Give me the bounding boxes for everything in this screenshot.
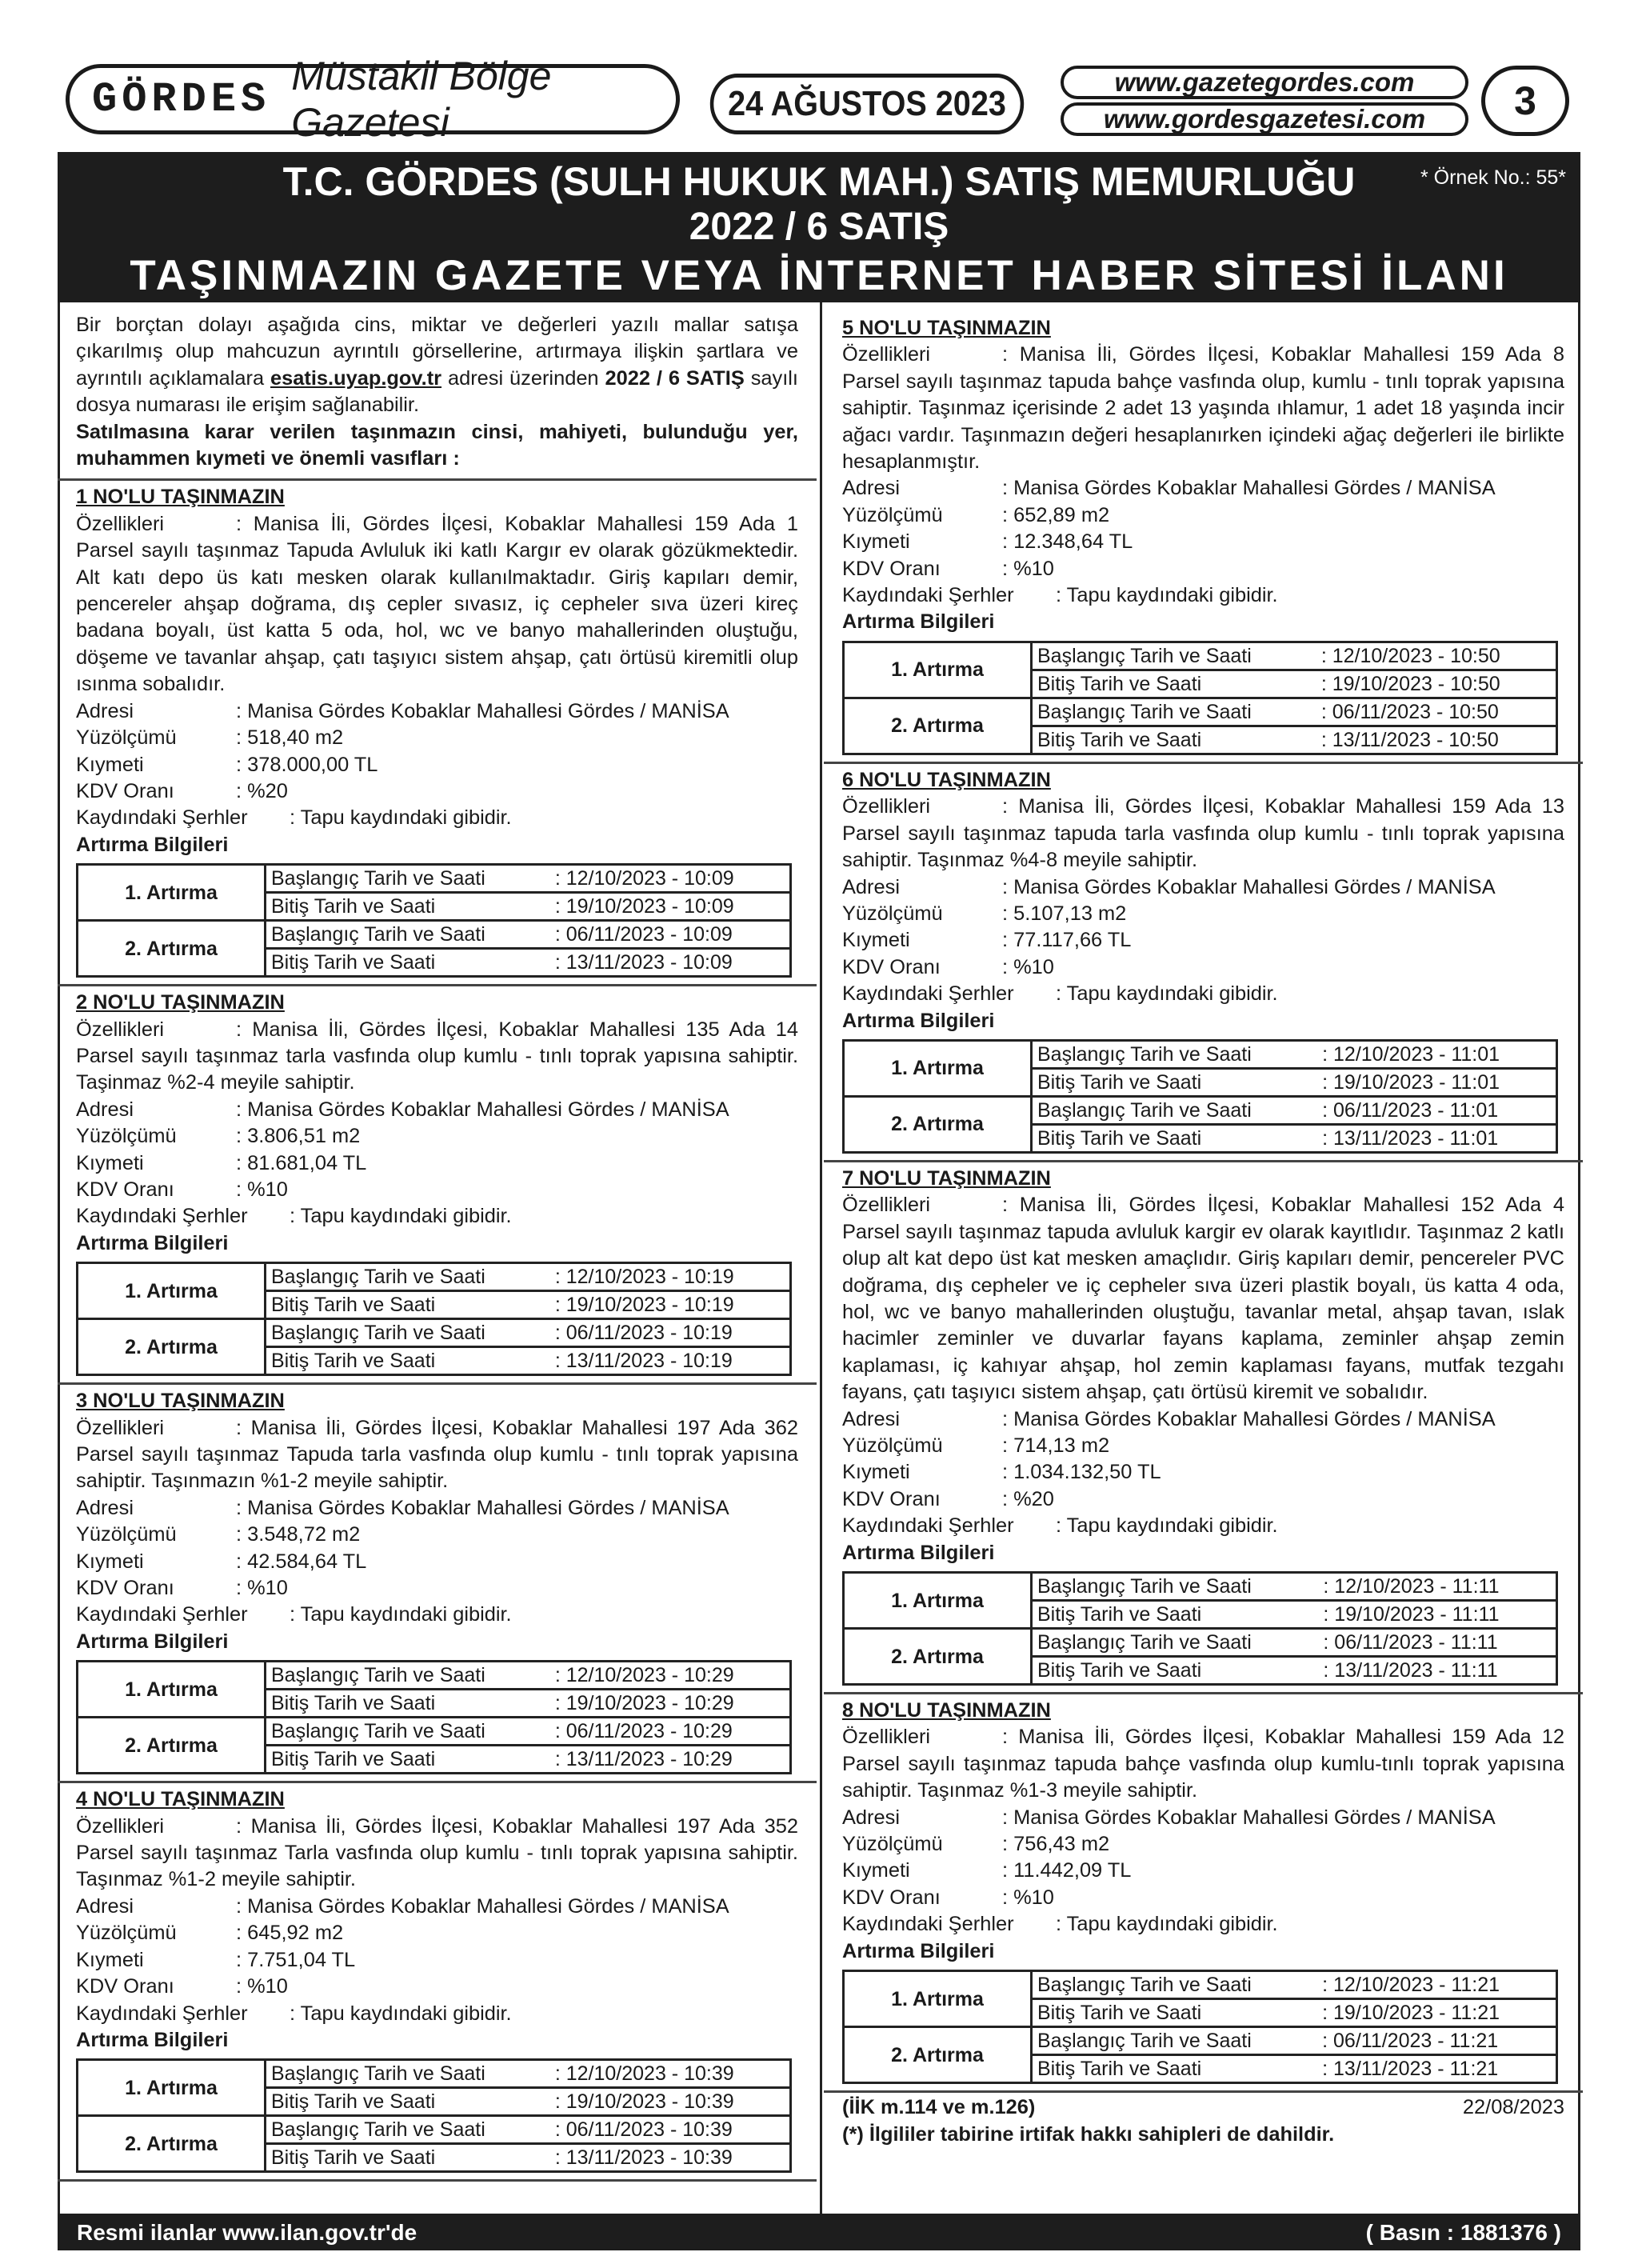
end-label: Bitiş Tarih ve Saati [266,949,550,977]
end-label: Bitiş Tarih ve Saati [1032,726,1316,754]
left-column [76,312,798,2182]
second-auction-label: 2. Artırma [844,1629,1032,1685]
property-title: 7 NO'LU TAŞINMAZIN [842,1166,1051,1190]
table-row [844,642,1557,670]
first-auction-end: : 19/10/2023 - 11:21 [1317,1999,1556,2027]
second-auction-label: 2. Artırma [78,1718,266,1774]
intro-heading: Satılmasına karar verilen taşınmazın cinsi, mahiyeti, bulunduğu yer, muhammen kıymeti ve önemli vasıfları : [76,420,798,470]
property-description: Özellikleri : Manisa İli, Gördes İlçesi, Kobaklar Mahallesi 159 Ada 13 Parsel sayılı taşınmaz tapuda tarla vasfında olup kumlu - tınlı toprak yapısına sahiptir. Taşınmaz %4-8 meyile sahiptir. [842,795,1564,872]
end-label: Bitiş Tarih ve Saati [1032,2055,1318,2083]
value-row: Kıymeti : 77.117,66 TL [842,929,1132,952]
value-row: Kıymeti : 42.584,64 TL [76,1550,367,1573]
banner-title-office: T.C. GÖRDES (SULH HUKUK MAH.) SATIŞ MEMURLUĞU [282,159,1356,204]
divider [58,2179,817,2182]
end-label: Bitiş Tarih ve Saati [266,1347,550,1375]
first-auction-end: : 19/10/2023 - 10:19 [550,1291,791,1319]
page-number: 3 [1481,66,1569,136]
annotations-row: Kaydındaki Şerhler : Tapu kaydındaki gibidir. [842,1913,1278,1936]
first-auction-label: 1. Artırma [844,1040,1032,1096]
property-title: 3 NO'LU TAŞINMAZIN [76,1390,285,1413]
vat-row: KDV Oranı : %20 [76,779,288,802]
property-title: 5 NO'LU TAŞINMAZIN [842,317,1051,339]
table-row [844,2027,1557,2055]
vat-row: KDV Oranı : %10 [76,1975,288,1998]
start-label: Başlangıç Tarih ve Saati [266,1718,550,1746]
label-ozellikleri: Özellikleri [842,795,931,818]
label-ozellikleri: Özellikleri [76,1416,165,1439]
end-label: Bitiş Tarih ve Saati [266,893,550,921]
end-label: Bitiş Tarih ve Saati [1032,1124,1318,1152]
property-description: Özellikleri : Manisa İli, Gördes İlçesi, Kobaklar Mahallesi 197 Ada 352 Parsel sayılı taşınmaz Tarla vasfında olup kumlu - tınlı toprak yapısına sahiptir. Taşınmaz %1-2 meyile sahiptir. [76,1814,798,1891]
start-label: Başlangıç Tarih ve Saati [266,2116,550,2144]
value-row: Kıymeti : 7.751,04 TL [76,1948,356,1971]
value-row: Kıymeti : 378.000,00 TL [76,753,378,776]
end-label: Bitiş Tarih ve Saati [1032,1999,1318,2027]
auction-table [76,2058,792,2173]
annotations-row: Kaydındaki Şerhler : Tapu kaydındaki gibidir. [76,1205,512,1228]
start-label: Başlangıç Tarih ve Saati [1032,1040,1318,1068]
sample-number: * Örnek No.: 55* [1420,166,1566,189]
second-auction-end: : 13/11/2023 - 10:39 [550,2144,791,2172]
annotations-row: Kaydındaki Şerhler : Tapu kaydındaki gibidir. [842,1514,1278,1538]
property-section-2 [76,986,798,1385]
start-label: Başlangıç Tarih ve Saati [1032,1971,1318,1999]
first-auction-label: 1. Artırma [78,865,266,921]
table-row [78,1718,791,1746]
table-row [78,1263,791,1291]
notice-banner [58,152,1580,302]
property-title: 8 NO'LU TAŞINMAZIN [842,1699,1051,1722]
footer-ilan-link[interactable]: Resmi ilanlar www.ilan.gov.tr'de [77,2220,417,2245]
address-row: Adresi : Manisa Gördes Kobaklar Mahallesi Gördes / MANİSA [76,1098,729,1121]
auction-table [76,1660,792,1774]
start-label: Başlangıç Tarih ve Saati [1032,1096,1318,1124]
table-row [78,865,791,893]
second-auction-end: : 13/11/2023 - 10:29 [550,1746,791,1774]
second-auction-start: : 06/11/2023 - 11:11 [1318,1629,1556,1657]
table-row [78,921,791,949]
table-row [844,698,1557,726]
first-auction-end: : 19/10/2023 - 10:50 [1316,670,1557,698]
end-label: Bitiş Tarih ve Saati [266,1291,550,1319]
intro-paragraph: Bir borçtan dolayı aşağıda cins, miktar ve değerleri yazılı mallar satışa çıkarılmış olup mahcuzun ayrıntılı görsellerine, artırmaya ilişkin şartlara ve ayrıntılı açıklamalara esatis.uyap.gov.tr adresi üzerinden 2022 / 6 SATIŞ sayılı dosya numarası ile erişim sağlanabilir. [76,314,798,417]
first-auction-label: 1. Artırma [78,1662,266,1718]
second-auction-end: : 13/11/2023 - 11:21 [1317,2055,1556,2083]
auction-info-heading: Artırma Bilgileri [76,2028,229,2051]
second-auction-label: 2. Artırma [78,1319,266,1375]
property-section-3 [76,1385,798,1783]
property-section-5 [842,312,1564,764]
area-row: Yüzölçümü : 652,89 m2 [842,503,1110,526]
vat-row: KDV Oranı : %10 [842,557,1054,580]
address-row: Adresi : Manisa Gördes Kobaklar Mahallesi Gördes / MANİSA [76,699,729,722]
sale-file-number: 2022 / 6 SATIŞ [605,366,745,390]
area-row: Yüzölçümü : 3.806,51 m2 [76,1125,361,1148]
column-divider [820,302,822,2214]
property-description: Özellikleri : Manisa İli, Gördes İlçesi, Kobaklar Mahallesi 135 Ada 14 Parsel sayılı taşınmaz tarla vasfında olup kumlu - tınlı toprak yapısına sahiptir. Taşinmaz %2-4 meyile sahiptir. [76,1018,798,1094]
page-frame-left [58,302,60,2214]
second-auction-start: : 06/11/2023 - 10:50 [1316,698,1557,726]
label-ozellikleri: Özellikleri [76,1814,165,1838]
first-auction-start: : 12/10/2023 - 10:39 [550,2060,791,2088]
brand-tagline: Müstakil Bölge Gazetesi [291,54,552,145]
table-row [844,1040,1557,1068]
table-row [844,1971,1557,1999]
annotations-row: Kaydındaki Şerhler : Tapu kaydındaki gibidir. [842,584,1278,607]
end-label: Bitiş Tarih ve Saati [1032,1068,1318,1096]
end-label: Bitiş Tarih ve Saati [266,2088,550,2116]
first-auction-start: : 12/10/2023 - 10:50 [1316,642,1557,670]
end-label: Bitiş Tarih ve Saati [1032,670,1316,698]
vat-row: KDV Oranı : %20 [842,1487,1054,1510]
first-auction-label: 1. Artırma [844,642,1032,698]
property-title: 2 NO'LU TAŞINMAZIN [76,991,285,1014]
second-auction-end: : 13/11/2023 - 10:19 [550,1347,791,1375]
annotations-row: Kaydındaki Şerhler : Tapu kaydındaki gibidir. [76,2002,512,2025]
end-label: Bitiş Tarih ve Saati [1032,1657,1319,1685]
property-description: Özellikleri : Manisa İli, Gördes İlçesi, Kobaklar Mahallesi 159 Ada 12 Parsel sayılı taşınmaz tapuda bahçe vasfında olup kumlu-tınlı toprak yapısına sahiptir. Taşınmaz %1-3 meyile sahiptir. [842,1726,1564,1802]
property-title: 6 NO'LU TAŞINMAZIN [842,768,1051,791]
vat-row: KDV Oranı : %10 [842,955,1054,978]
table-row [78,2116,791,2144]
first-auction-start: : 12/10/2023 - 11:21 [1317,1971,1556,1999]
second-auction-end: : 13/11/2023 - 10:50 [1316,726,1557,754]
area-row: Yüzölçümü : 518,40 m2 [76,726,344,750]
address-row: Adresi : Manisa Gördes Kobaklar Mahallesi Gördes / MANİSA [76,1894,729,1918]
table-row [78,2060,791,2088]
first-auction-start: : 12/10/2023 - 10:19 [550,1263,791,1291]
start-label: Başlangıç Tarih ve Saati [266,865,550,893]
end-label: Bitiş Tarih ve Saati [266,1746,550,1774]
start-label: Başlangıç Tarih ve Saati [266,921,550,949]
newspaper-brand [66,54,680,145]
property-section-4 [76,1783,798,2182]
address-row: Adresi : Manisa Gördes Kobaklar Mahallesi Gördes / MANİSA [842,1806,1496,1829]
website-url-1[interactable]: www.gazetegordes.com [1061,66,1468,99]
first-auction-start: : 12/10/2023 - 11:01 [1317,1040,1556,1068]
second-auction-start: : 06/11/2023 - 10:19 [550,1319,791,1347]
banner-title-sale-no: 2022 / 6 SATIŞ [689,206,949,248]
value-row: Kıymeti : 12.348,64 TL [842,530,1133,554]
divider [824,2090,1583,2093]
auction-table [842,1970,1558,2084]
property-description: Özellikleri : Manisa İli, Gördes İlçesi, Kobaklar Mahallesi 159 Ada 1 Parsel sayılı taşınmaz Tapuda Avluluk iki katlı Kargır ev olarak gözükmektedir. Alt katı depo üs katı mesken olarak kullanılmaktadır. Giriş kapıları demir, pencereler ahşap doğrama, dış cepler sıvasız, iç cepheler sıva üzeri kireç badana boyalı, üst katta 5 oda, hol, wc ve banyo mahallerinden oluştuğu, döşeme ve tavanlar ahşap, çatı taşıyıcı sistem ahşap, çatı örtüsü kiremitli olup ısınma sobalıdır. [76,512,798,696]
auction-table [842,641,1558,755]
label-ozellikleri: Özellikleri [76,512,165,535]
table-row [844,1629,1557,1657]
property-title: 4 NO'LU TAŞINMAZIN [76,1788,285,1811]
property-description: Özellikleri : Manisa İli, Gördes İlçesi, Kobaklar Mahallesi 159 Ada 8 Parsel sayılı taşınmaz tapuda bahçe vasfında olup, kumlu - tınlı toprak yapısına sahiptir. Taşınmaz içerisinde 2 adet 13 yaşında ıhlamur, 1 adet 18 yaşında incir ağacı vardır. Taşınmazın değeri hesaplanırken içindeki ağaç değerleri ile birlikte hesaplanmıştır. [842,343,1564,474]
area-row: Yüzölçümü : 5.107,13 m2 [842,902,1127,925]
area-row: Yüzölçümü : 714,13 m2 [842,1434,1110,1457]
auction-info-heading: Artırma Bilgileri [842,1009,995,1032]
end-label: Bitiş Tarih ve Saati [266,1690,550,1718]
notice-date: 22/08/2023 [1462,2096,1564,2119]
second-auction-start: : 06/11/2023 - 10:39 [550,2116,791,2144]
second-auction-end: : 13/11/2023 - 11:11 [1318,1657,1556,1685]
press-number: ( Basın : 1881376 ) [1365,2220,1561,2245]
annotations-row: Kaydındaki Şerhler : Tapu kaydındaki gibidir. [76,806,512,830]
area-row: Yüzölçümü : 3.548,72 m2 [76,1523,361,1546]
banner-title-notice: TAŞINMAZIN GAZETE VEYA İNTERNET HABER SİTESİ İLANI [130,252,1508,299]
second-auction-label: 2. Artırma [844,698,1032,754]
second-auction-start: : 06/11/2023 - 11:21 [1317,2027,1556,2055]
first-auction-label: 1. Artırma [844,1971,1032,2027]
table-row [78,1662,791,1690]
end-label: Bitiş Tarih ve Saati [1032,1601,1319,1629]
esatis-link[interactable]: esatis.uyap.gov.tr [270,366,442,390]
value-row: Kıymeti : 1.034.132,50 TL [842,1461,1161,1484]
auction-table [842,1039,1558,1154]
footer-bar [58,2214,1580,2250]
first-auction-label: 1. Artırma [78,1263,266,1319]
auction-table [76,863,792,978]
closing-block [842,2094,1564,2148]
property-description: Özellikleri : Manisa İli, Gördes İlçesi, Kobaklar Mahallesi 197 Ada 362 Parsel sayılı taşınmaz Tapuda tarla vasfında olup kumlu - tınlı toprak yapısına sahiptir. Taşınmazın %1-2 meyile sahiptir. [76,1416,798,1493]
website-url-2[interactable]: www.gordesgazetesi.com [1061,102,1468,136]
end-label: Bitiş Tarih ve Saati [266,2144,550,2172]
auction-info-heading: Artırma Bilgileri [842,1541,995,1564]
vat-row: KDV Oranı : %10 [76,1577,288,1600]
address-row: Adresi : Manisa Gördes Kobaklar Mahallesi Gördes / MANİSA [842,1407,1496,1430]
start-label: Başlangıç Tarih ve Saati [1032,642,1316,670]
auction-info-heading: Artırma Bilgileri [842,1939,995,1962]
property-section-1 [76,481,798,986]
property-title: 1 NO'LU TAŞINMAZIN [76,486,285,509]
property-section-8 [842,1694,1564,2093]
auction-table [842,1571,1558,1686]
second-auction-label: 2. Artırma [844,2027,1032,2083]
auction-table [76,1262,792,1376]
table-row [844,1096,1557,1124]
second-auction-end: : 13/11/2023 - 11:01 [1317,1124,1556,1152]
table-row [78,1319,791,1347]
property-description: Özellikleri : Manisa İli, Gördes İlçesi, Kobaklar Mahallesi 152 Ada 4 Parsel sayılı taşınmaz tapuda avluluk kargir ev olarak kayıtlıdır. Taşınmaz 2 katlı olup alt kat depo üst kat mesken amaçlıdır. Giriş kapıları demir, pencereler PVC doğrama, dış cepheler ve iç cepheler sıva üzeri plastik boyalı, üs katta 4 oda, hol, wc ve banyo mahallerinden oluştuğu, tavanlar metal, ahşap tavan, ıslak hacimler zeminler ve duvarlar fayans kaplama, zeminler ahşap zemin kaplaması, iç kahıyar ahşap, hol zemin kaplaması fayans, mutfak tezgahı fayans, çatı taşıyıcı sistem ahşap, çatı örtüsü kiremit ve sobalıdır. [842,1194,1564,1404]
second-auction-start: : 06/11/2023 - 10:09 [550,921,791,949]
start-label: Başlangıç Tarih ve Saati [266,1263,550,1291]
table-row [844,1573,1557,1601]
label-ozellikleri: Özellikleri [76,1018,165,1041]
vat-row: KDV Oranı : %10 [76,1178,288,1201]
first-auction-end: : 19/10/2023 - 10:39 [550,2088,791,2116]
area-row: Yüzölçümü : 756,43 m2 [842,1833,1110,1856]
address-row: Adresi : Manisa Gördes Kobaklar Mahallesi Gördes / MANİSA [842,477,1496,500]
first-auction-label: 1. Artırma [844,1573,1032,1629]
auction-info-heading: Artırma Bilgileri [76,833,229,856]
annotations-row: Kaydındaki Şerhler : Tapu kaydındaki gibidir. [842,982,1278,1006]
start-label: Başlangıç Tarih ve Saati [1032,1573,1319,1601]
label-ozellikleri: Özellikleri [842,1726,931,1749]
second-auction-start: : 06/11/2023 - 11:01 [1317,1096,1556,1124]
value-row: Kıymeti : 11.442,09 TL [842,1859,1132,1882]
auction-info-heading: Artırma Bilgileri [76,1231,229,1254]
start-label: Başlangıç Tarih ve Saati [1032,698,1316,726]
address-row: Adresi : Manisa Gördes Kobaklar Mahallesi Gördes / MANİSA [842,875,1496,898]
second-auction-end: : 13/11/2023 - 10:09 [550,949,791,977]
start-label: Başlangıç Tarih ve Saati [266,1319,550,1347]
brand-name: GÖRDES [92,75,271,123]
right-column [842,312,1564,2148]
auction-info-heading: Artırma Bilgileri [76,1630,229,1653]
auction-info-heading: Artırma Bilgileri [842,610,995,634]
first-auction-start: : 12/10/2023 - 10:29 [550,1662,791,1690]
start-label: Başlangıç Tarih ve Saati [1032,1629,1319,1657]
annotations-row: Kaydındaki Şerhler : Tapu kaydındaki gibidir. [76,1603,512,1626]
property-section-6 [842,764,1564,1162]
second-auction-label: 2. Artırma [844,1096,1032,1152]
start-label: Başlangıç Tarih ve Saati [1032,2027,1318,2055]
first-auction-start: : 12/10/2023 - 10:09 [550,865,791,893]
issue-date: 24 AĞUSTOS 2023 [710,74,1024,134]
second-auction-start: : 06/11/2023 - 10:29 [550,1718,791,1746]
law-reference: (İİK m.114 ve m.126) [842,2096,1036,2119]
first-auction-end: : 19/10/2023 - 11:11 [1318,1601,1556,1629]
start-label: Başlangıç Tarih ve Saati [266,2060,550,2088]
first-auction-label: 1. Artırma [78,2060,266,2116]
second-auction-label: 2. Artırma [78,921,266,977]
vat-row: KDV Oranı : %10 [842,1886,1054,1909]
second-auction-label: 2. Artırma [78,2116,266,2172]
first-auction-end: : 19/10/2023 - 10:09 [550,893,791,921]
first-auction-end: : 19/10/2023 - 10:29 [550,1690,791,1718]
footnote: (*) İlgililer tabirine irtifak hakkı sahipleri de dahildir. [842,2122,1335,2146]
area-row: Yüzölçümü : 645,92 m2 [76,1922,344,1945]
property-section-7 [842,1162,1564,1694]
label-ozellikleri: Özellikleri [842,343,931,366]
value-row: Kıymeti : 81.681,04 TL [76,1151,367,1174]
label-ozellikleri: Özellikleri [842,1194,931,1217]
first-auction-start: : 12/10/2023 - 11:11 [1318,1573,1556,1601]
first-auction-end: : 19/10/2023 - 11:01 [1317,1068,1556,1096]
start-label: Başlangıç Tarih ve Saati [266,1662,550,1690]
page-frame-right [1578,302,1580,2214]
address-row: Adresi : Manisa Gördes Kobaklar Mahallesi Gördes / MANİSA [76,1496,729,1519]
